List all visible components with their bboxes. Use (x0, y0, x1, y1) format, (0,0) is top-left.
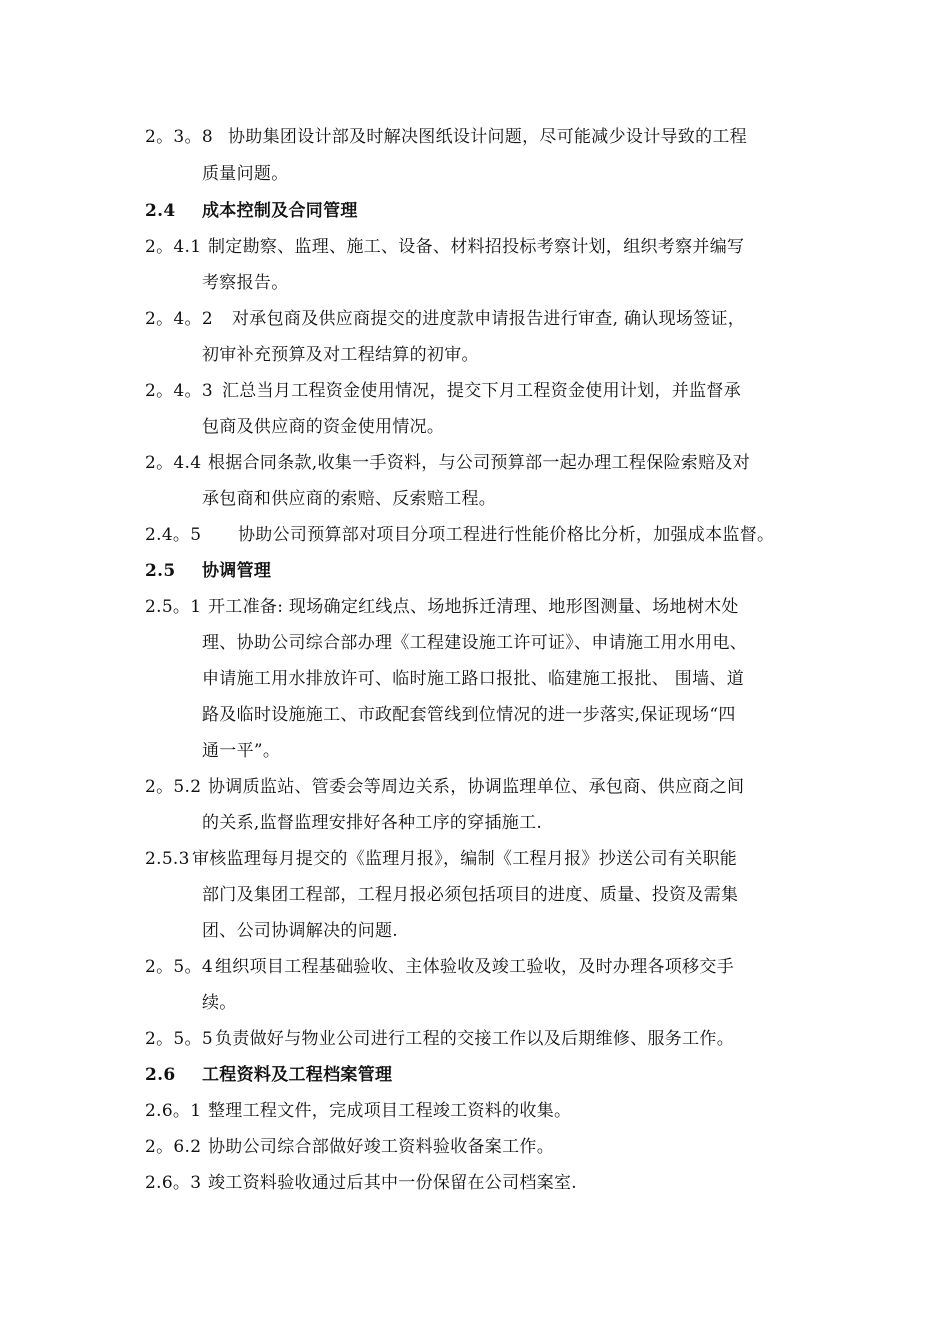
item-number: 2。5。4 (145, 957, 213, 977)
section-number: 2.4 (145, 201, 176, 221)
item-text: 的关系,监督监理安排好各种工序的穿插施工. (202, 813, 543, 833)
item-number: 2。4。2 (145, 309, 213, 329)
item-text: 负责做好与物业公司进行工程的交接工作以及后期维修、服务工作。 (215, 1029, 734, 1049)
item-text: 路及临时设施施工、市政配套管线到位情况的进一步落实,保证现场“四 (202, 705, 736, 725)
item-number: 2。4。3 (145, 381, 213, 401)
item-text: 理、协助公司综合部办理《工程建设施工许可证》、申请施工用水用电、 (202, 633, 748, 653)
item-number: 2.4。5 (145, 525, 202, 545)
section-title: 协调管理 (202, 561, 272, 581)
item-text: 通一平”。 (202, 741, 281, 761)
item-text: 对承包商及供应商提交的进度款申请报告进行审查, 确认现场签证， (232, 309, 746, 329)
item-text: 协助公司综合部做好竣工资料验收备案工作。 (208, 1137, 554, 1157)
item-number: 2。4.1 (145, 237, 202, 257)
item-text: 开工准备: 现场确定红线点、场地拆迁清理、地形图测量、场地树木处 (208, 597, 739, 617)
item-text: 竣工资料验收通过后其中一份保留在公司档案室. (208, 1173, 578, 1193)
section-title: 成本控制及合同管理 (202, 201, 358, 221)
item-number: 2。6.2 (145, 1137, 202, 1157)
item-number: 2.5.3 (145, 849, 190, 869)
item-text: 根据合同条款,收集一手资料，与公司预算部一起办理工程保险索赔及对 (208, 453, 751, 473)
item-text: 团、公司协调解决的问题. (202, 921, 399, 941)
item-number: 2。4.4 (145, 453, 202, 473)
item-text: 协助公司预算部对项目分项工程进行性能价格比分析，加强成本监督。 (238, 525, 775, 545)
section-title: 工程资料及工程档案管理 (202, 1065, 393, 1085)
item-text: 包商及供应商的资金使用情况。 (202, 417, 445, 437)
item-number: 2.5。1 (145, 597, 202, 617)
item-text: 组织项目工程基础验收、主体验收及竣工验收，及时办理各项移交手 (215, 957, 734, 977)
item-text: 制定勘察、监理、施工、设备、材料招投标考察计划，组织考察并编写 (208, 237, 745, 257)
item-text: 申请施工用水排放许可、临时施工路口报批、临建施工报批、 围墙、道 (202, 669, 745, 689)
item-text: 协调质监站、管委会等周边关系，协调监理单位、承包商、供应商之间 (208, 777, 745, 797)
section-number: 2.6 (145, 1065, 176, 1085)
item-text: 部门及集团工程部，工程月报必须包括项目的进度、质量、投资及需集 (202, 885, 739, 905)
item-text: 续。 (202, 993, 237, 1013)
item-text: 汇总当月工程资金使用情况，提交下月工程资金使用计划，并监督承 (222, 381, 741, 401)
item-number: 2。5。5 (145, 1029, 213, 1049)
item-text: 协助集团设计部及时解决图纸设计问题，尽可能减少设计导致的工程 (228, 127, 747, 147)
item-number: 2。3。8 (145, 127, 213, 147)
section-number: 2.5 (145, 561, 176, 581)
item-text: 承包商和供应商的索赔、反索赔工程。 (202, 489, 497, 509)
item-text: 质量问题。 (202, 164, 289, 184)
item-text: 审核监理每月提交的《监理月报》，编制《工程月报》抄送公司有关职能 (192, 849, 738, 869)
item-text: 考察报告。 (202, 273, 289, 293)
item-number: 2。5.2 (145, 777, 202, 797)
item-number: 2.6。3 (145, 1173, 202, 1193)
item-number: 2.6。1 (145, 1101, 202, 1121)
item-text: 初审补充预算及对工程结算的初审。 (202, 345, 479, 365)
item-text: 整理工程文件，完成项目工程竣工资料的收集。 (208, 1101, 572, 1121)
